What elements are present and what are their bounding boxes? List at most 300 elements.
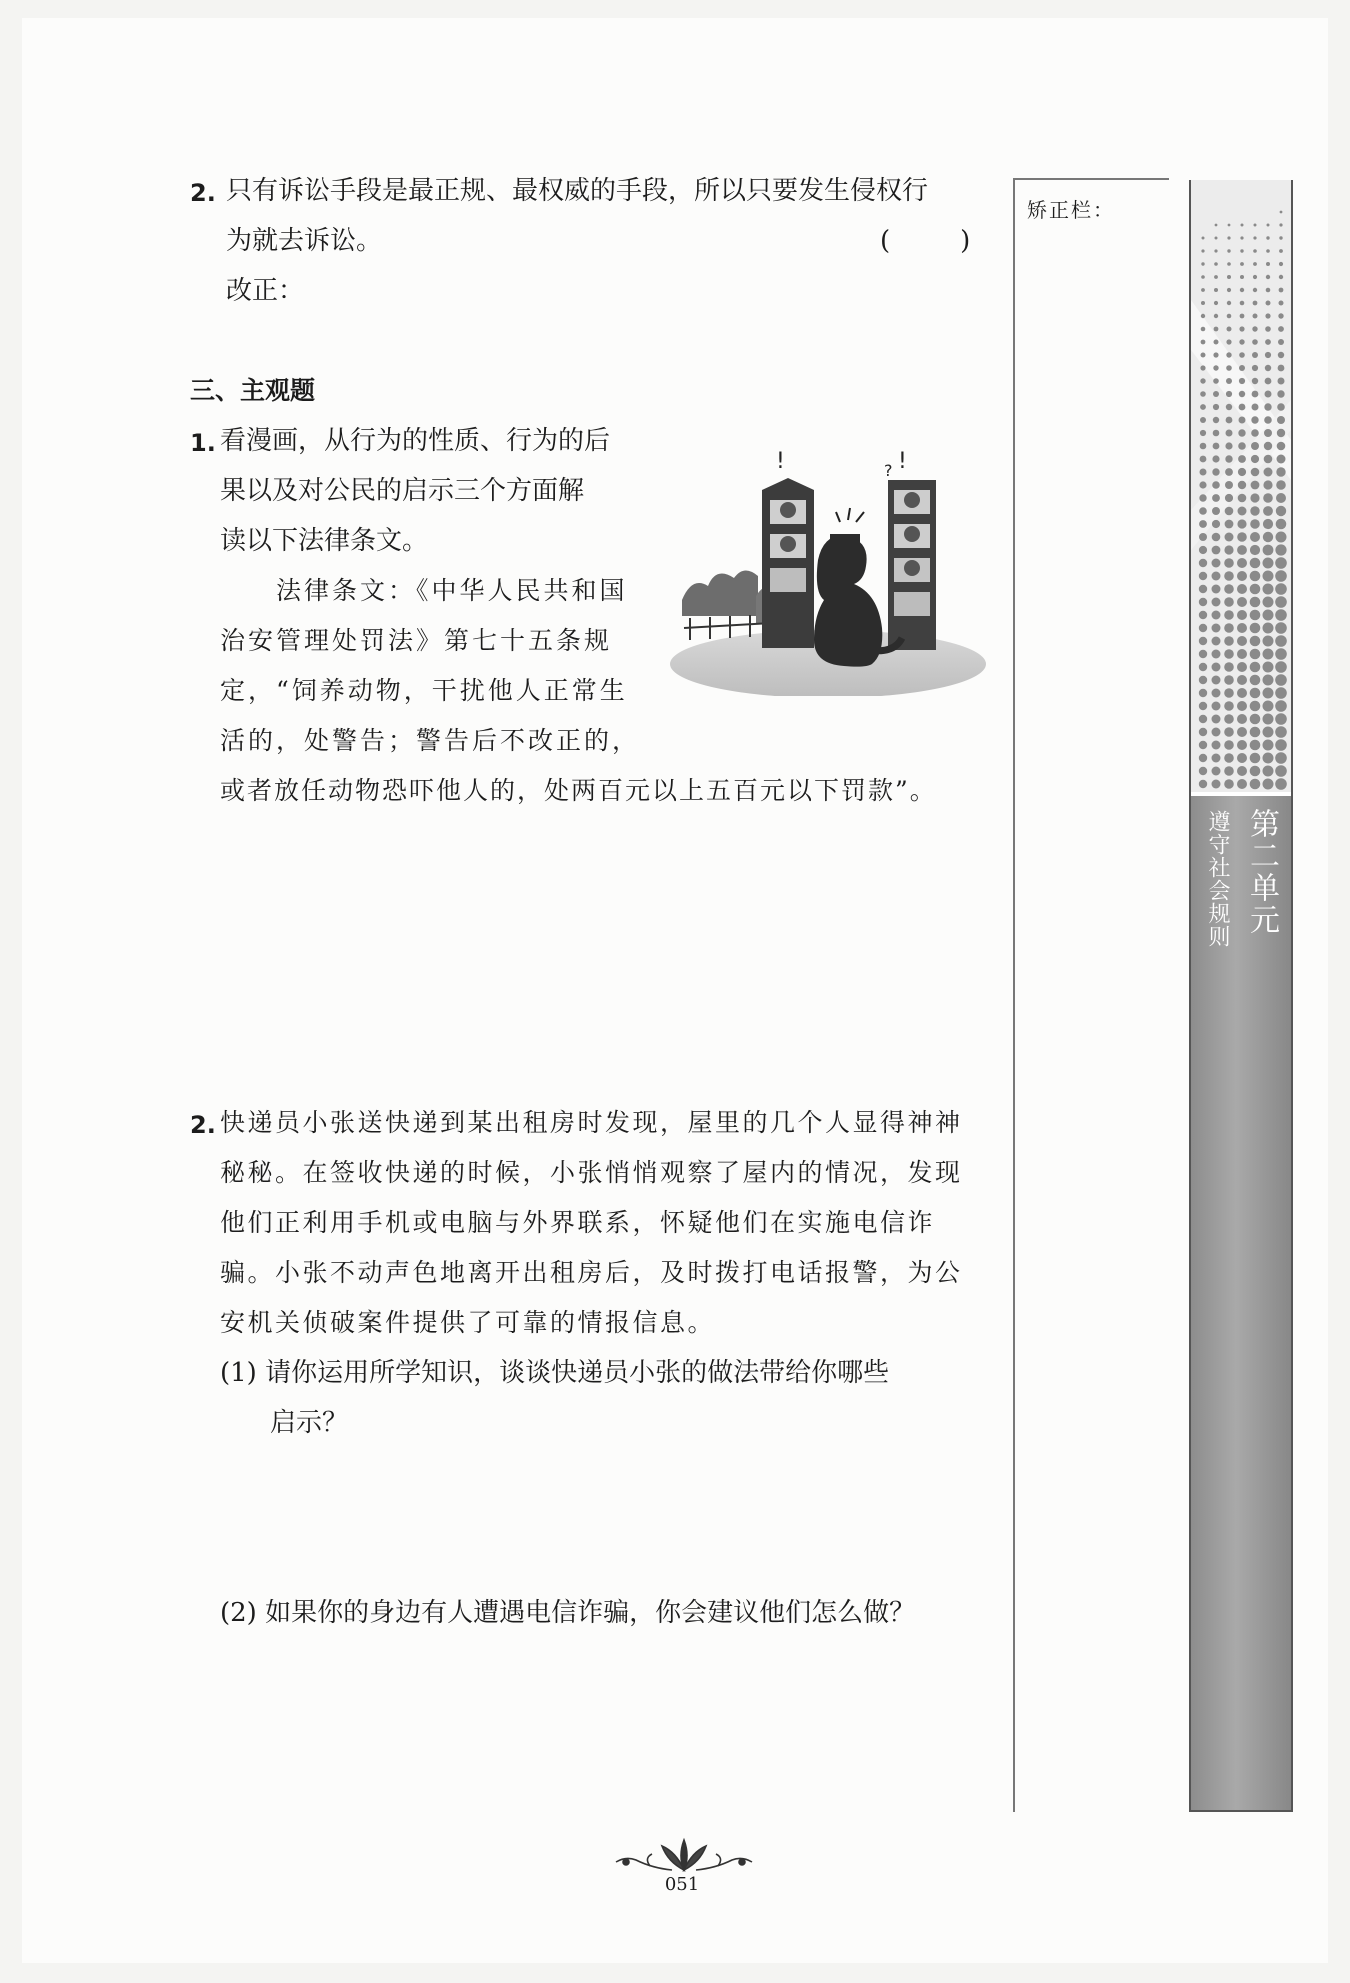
question-text-line: 果以及对公民的启示三个方面解 — [220, 476, 585, 506]
halftone-dot — [1212, 728, 1221, 737]
halftone-dot — [1224, 623, 1234, 633]
halftone-dot — [1263, 623, 1274, 634]
halftone-dot — [1212, 507, 1220, 515]
halftone-dot — [1201, 301, 1205, 305]
halftone-dot — [1278, 378, 1285, 385]
halftone-dot — [1238, 455, 1246, 463]
halftone-dot — [1199, 611, 1207, 619]
halftone-dot — [1276, 506, 1286, 516]
halftone-dot — [1214, 249, 1217, 252]
halftone-dot — [1199, 494, 1206, 501]
halftone-dot — [1253, 236, 1256, 239]
halftone-dot — [1275, 752, 1287, 764]
halftone-dot — [1212, 559, 1221, 568]
halftone-dot — [1276, 519, 1287, 530]
halftone-dot — [1276, 480, 1286, 490]
halftone-dot — [1226, 404, 1232, 410]
halftone-dot — [1226, 378, 1232, 384]
halftone-dot — [1263, 675, 1274, 686]
halftone-dot — [1226, 339, 1231, 344]
halftone-dot — [1275, 570, 1287, 582]
section-heading: 三、主观题 — [190, 376, 316, 405]
halftone-dot — [1240, 262, 1244, 266]
halftone-dot — [1252, 326, 1257, 331]
question-number: 2. — [190, 179, 216, 207]
halftone-dot — [1201, 262, 1204, 265]
answer-bracket[interactable]: ( ) — [880, 226, 977, 256]
halftone-dot — [1237, 610, 1247, 620]
halftone-dot — [1241, 224, 1244, 227]
question-text-line: 安机关侦破案件提供了可靠的情报信息。 — [220, 1308, 716, 1337]
halftone-dot — [1237, 701, 1247, 711]
correction-label: 矫正栏： — [1027, 198, 1115, 222]
halftone-dot — [1279, 275, 1283, 279]
halftone-dot — [1212, 455, 1219, 462]
halftone-dot — [1224, 701, 1234, 711]
halftone-dot — [1212, 520, 1220, 528]
halftone-dot — [1199, 650, 1207, 658]
halftone-dot — [1224, 727, 1234, 737]
halftone-dot — [1263, 779, 1274, 790]
halftone-dot — [1200, 365, 1205, 370]
halftone-dot — [1199, 520, 1207, 528]
halftone-dot — [1253, 301, 1258, 306]
halftone-dot — [1199, 598, 1207, 606]
halftone-dot — [1224, 649, 1234, 659]
halftone-dot — [1201, 275, 1205, 279]
halftone-dot — [1239, 378, 1245, 384]
halftone-dot — [1227, 327, 1232, 332]
halftone-dot — [1275, 713, 1287, 725]
halftone-dot — [1250, 506, 1259, 515]
halftone-dot — [1250, 623, 1261, 634]
halftone-dot — [1224, 675, 1234, 685]
halftone-dot — [1250, 532, 1260, 542]
halftone-dot — [1199, 676, 1207, 684]
halftone-dot — [1253, 314, 1258, 319]
halftone-dot — [1215, 237, 1218, 240]
halftone-dot — [1237, 662, 1247, 672]
halftone-dot — [1212, 624, 1221, 633]
halftone-dot — [1212, 754, 1221, 763]
law-text-line: 或者放任动物恐吓他人的，处两百元以上五百元以下罚款”。 — [220, 776, 937, 805]
halftone-dot — [1239, 365, 1245, 371]
halftone-dot — [1275, 583, 1287, 595]
law-text-line: 活的，处警告；警告后不改正的， — [220, 726, 641, 755]
halftone-dot — [1275, 778, 1287, 790]
halftone-dot — [1250, 649, 1261, 660]
halftone-dot — [1199, 585, 1207, 593]
halftone-dot — [1279, 236, 1282, 239]
halftone-dot — [1237, 753, 1247, 763]
halftone-dot — [1275, 622, 1287, 634]
halftone-dot — [1201, 353, 1206, 358]
halftone-dot — [1263, 766, 1274, 777]
halftone-dot — [1226, 365, 1232, 371]
halftone-dot — [1251, 468, 1260, 477]
halftone-dot — [1227, 301, 1231, 305]
halftone-dot — [1225, 468, 1233, 476]
halftone-dot — [1253, 288, 1257, 292]
halftone-dot — [1200, 443, 1207, 450]
halftone-dot — [1276, 493, 1286, 503]
halftone-dot — [1279, 249, 1283, 253]
halftone-dot — [1265, 313, 1270, 318]
halftone-dot — [1237, 545, 1247, 555]
halftone-dot — [1237, 519, 1246, 528]
halftone-dot — [1263, 649, 1274, 660]
halftone-dot — [1212, 468, 1219, 475]
halftone-dot — [1201, 340, 1206, 345]
halftone-dot — [1226, 430, 1233, 437]
halftone-dot — [1263, 493, 1273, 503]
halftone-dot — [1212, 481, 1220, 489]
halftone-dot — [1278, 339, 1284, 345]
halftone-dot — [1275, 544, 1286, 555]
halftone-dot — [1275, 700, 1287, 712]
halftone-dot — [1213, 430, 1220, 437]
halftone-dot — [1253, 275, 1257, 279]
correction-column[interactable] — [1013, 178, 1169, 1812]
halftone-dot — [1250, 519, 1260, 529]
halftone-dot — [1275, 661, 1287, 673]
halftone-dot — [1224, 571, 1234, 581]
halftone-dot — [1238, 442, 1246, 450]
halftone-dot — [1199, 754, 1207, 762]
halftone-dot — [1250, 688, 1261, 699]
halftone-dot — [1251, 442, 1259, 450]
halftone-dot — [1212, 702, 1221, 711]
halftone-dot — [1238, 481, 1246, 489]
halftone-dot — [1239, 417, 1246, 424]
question-text-line: 他们正利用手机或电脑与外界联系，怀疑他们在实施电信诈 — [220, 1208, 936, 1237]
halftone-dot — [1277, 455, 1286, 464]
question-text-line: 看漫画，从行为的性质、行为的后 — [220, 426, 611, 456]
halftone-dot — [1263, 610, 1274, 621]
halftone-dot — [1278, 326, 1284, 332]
halftone-dot — [1264, 416, 1272, 424]
halftone-dot — [1253, 249, 1257, 253]
halftone-dot — [1263, 584, 1274, 595]
halftone-dot — [1199, 507, 1207, 515]
halftone-dot — [1213, 352, 1218, 357]
halftone-dot — [1199, 663, 1207, 671]
halftone-dot — [1277, 429, 1285, 437]
halftone-dot — [1240, 301, 1245, 306]
halftone-dot — [1265, 352, 1271, 358]
halftone-dot — [1237, 727, 1247, 737]
question-text-line: 快递员小张送快递到某出租房时发现，屋里的几个人显得神神 — [220, 1108, 963, 1137]
halftone-dot — [1212, 572, 1221, 581]
halftone-dot — [1199, 624, 1207, 632]
halftone-dot — [1199, 702, 1207, 710]
halftone-dot — [1212, 741, 1221, 750]
halftone-dot — [1212, 689, 1221, 698]
halftone-dot — [1266, 275, 1270, 279]
halftone-dot — [1237, 649, 1247, 659]
halftone-dot — [1238, 494, 1247, 503]
halftone-dot — [1275, 557, 1287, 569]
halftone-dot — [1227, 262, 1231, 266]
halftone-dot — [1252, 339, 1258, 345]
question-text-line: 为就去诉讼。 — [226, 226, 383, 256]
halftone-dot — [1263, 480, 1272, 489]
cartoon-dog-barking-illustration — [670, 450, 986, 696]
halftone-dot — [1250, 766, 1261, 777]
unit-subtitle: 遵守社会规则 — [1205, 810, 1230, 948]
workbook-page — [22, 18, 1328, 1963]
halftone-dot — [1212, 494, 1220, 502]
halftone-dot — [1253, 262, 1257, 266]
halftone-dot — [1250, 558, 1261, 569]
halftone-dot — [1199, 572, 1207, 580]
halftone-dot — [1199, 546, 1207, 554]
halftone-dot — [1213, 378, 1219, 384]
halftone-dot — [1263, 597, 1274, 608]
halftone-dot — [1250, 675, 1261, 686]
halftone-dot — [1263, 753, 1274, 764]
halftone-dot — [1199, 767, 1207, 775]
halftone-dot — [1212, 780, 1221, 789]
halftone-dot — [1251, 455, 1259, 463]
halftone-dot — [1263, 714, 1274, 725]
halftone-dot — [1252, 365, 1258, 371]
halftone-dot — [1212, 676, 1221, 685]
halftone-dot — [1254, 224, 1257, 227]
sub-question: (1) 请你运用所学知识，谈谈快递员小张的做法带给你哪些 — [220, 1358, 890, 1388]
halftone-dot — [1237, 779, 1247, 789]
halftone-dot — [1263, 558, 1274, 569]
question-text-line: 骗。小张不动声色地离开出租房后，及时拨打电话报警，为公 — [220, 1258, 963, 1287]
halftone-dot — [1237, 532, 1247, 542]
halftone-dot — [1280, 211, 1283, 214]
halftone-dot — [1214, 327, 1219, 332]
svg-text:?: ? — [884, 461, 893, 480]
halftone-dot — [1214, 340, 1219, 345]
halftone-dot — [1200, 391, 1206, 397]
halftone-dot — [1263, 727, 1274, 738]
halftone-dot — [1199, 481, 1206, 488]
halftone-dot — [1212, 637, 1221, 646]
halftone-dot — [1251, 416, 1258, 423]
halftone-dot — [1224, 558, 1234, 568]
halftone-dot — [1263, 545, 1274, 556]
halftone-dot — [1240, 288, 1244, 292]
unit-title: 第二单元 — [1244, 808, 1279, 936]
halftone-dot — [1240, 249, 1243, 252]
halftone-dot — [1227, 288, 1231, 292]
halftone-dot — [1252, 391, 1259, 398]
halftone-dot — [1199, 741, 1207, 749]
halftone-dot — [1225, 507, 1234, 516]
halftone-dot — [1199, 689, 1207, 697]
halftone-dot — [1275, 765, 1287, 777]
halftone-dot — [1224, 584, 1234, 594]
halftone-dot — [1275, 739, 1287, 751]
halftone-dot — [1239, 339, 1244, 344]
halftone-dot — [1212, 611, 1221, 620]
halftone-pattern — [1191, 180, 1291, 792]
halftone-dot — [1224, 688, 1234, 698]
halftone-dot — [1212, 663, 1221, 672]
law-text-line: 定，“饲养动物，干扰他人正常生 — [220, 676, 628, 705]
question-number: 2. — [190, 1111, 216, 1139]
halftone-dot — [1263, 662, 1274, 673]
halftone-dot — [1252, 404, 1259, 411]
halftone-dot — [1240, 314, 1245, 319]
halftone-dot — [1265, 339, 1271, 345]
halftone-dot — [1212, 715, 1221, 724]
halftone-dot — [1226, 391, 1232, 397]
halftone-dot — [1212, 598, 1221, 607]
halftone-dot — [1252, 378, 1258, 384]
halftone-dot — [1214, 301, 1218, 305]
halftone-dot — [1237, 740, 1247, 750]
halftone-dot — [1275, 687, 1287, 699]
halftone-dot — [1237, 636, 1247, 646]
halftone-dot — [1239, 352, 1245, 358]
halftone-dot — [1266, 249, 1270, 253]
halftone-dot — [1250, 636, 1261, 647]
halftone-dot — [1263, 571, 1274, 582]
halftone-dot — [1239, 404, 1246, 411]
halftone-dot — [1263, 636, 1274, 647]
halftone-dot — [1224, 766, 1234, 776]
correction-prompt: 改正： — [226, 276, 305, 306]
page-number: 051 — [664, 1874, 700, 1895]
halftone-dot — [1200, 417, 1206, 423]
halftone-dot — [1225, 533, 1234, 542]
sub-question: (2) 如果你的身边有人遭遇电信诈骗，你会建议他们怎么做？ — [220, 1598, 916, 1628]
halftone-dot — [1227, 314, 1232, 319]
halftone-dot — [1265, 326, 1271, 332]
halftone-dot — [1225, 442, 1232, 449]
halftone-dot — [1275, 648, 1287, 660]
halftone-dot — [1277, 390, 1284, 397]
halftone-dot — [1226, 352, 1231, 357]
halftone-dot — [1200, 456, 1207, 463]
halftone-dot — [1212, 767, 1221, 776]
halftone-dot — [1224, 597, 1234, 607]
halftone-dot — [1275, 596, 1287, 608]
unit-side-strip — [1189, 180, 1293, 1812]
question-text-line: 读以下法律条文。 — [220, 526, 429, 556]
halftone-dot — [1237, 571, 1247, 581]
halftone-dot — [1263, 701, 1274, 712]
halftone-dot — [1237, 558, 1247, 568]
halftone-dot — [1250, 727, 1261, 738]
halftone-dot — [1278, 365, 1285, 372]
halftone-dot — [1263, 532, 1273, 542]
halftone-dot — [1279, 262, 1283, 266]
halftone-dot — [1200, 430, 1206, 436]
halftone-dot — [1213, 443, 1220, 450]
halftone-dot — [1266, 236, 1269, 239]
halftone-dot — [1265, 391, 1272, 398]
halftone-dot — [1250, 753, 1261, 764]
question-text-line: 秘秘。在签收快递的时候，小张悄悄观察了屋内的情况，发现 — [220, 1158, 963, 1187]
law-text-line: 治安管理处罚法》第七十五条规 — [220, 626, 613, 655]
question-number: 1. — [190, 429, 216, 457]
halftone-dot — [1228, 224, 1231, 227]
halftone-dot — [1264, 403, 1271, 410]
halftone-dot — [1224, 662, 1234, 672]
svg-text:!: ! — [898, 450, 907, 474]
halftone-dot — [1251, 481, 1260, 490]
halftone-dot — [1199, 728, 1207, 736]
halftone-dot — [1279, 288, 1284, 293]
floral-ornament-icon — [610, 1836, 758, 1876]
halftone-dot — [1264, 429, 1272, 437]
halftone-dot — [1227, 275, 1231, 279]
halftone-dot — [1250, 779, 1261, 790]
halftone-dot — [1251, 429, 1259, 437]
halftone-dot — [1201, 314, 1205, 318]
halftone-dot — [1227, 236, 1230, 239]
halftone-dot — [1214, 275, 1218, 279]
halftone-dot — [1263, 740, 1274, 751]
halftone-dot — [1275, 674, 1287, 686]
halftone-dot — [1238, 468, 1246, 476]
halftone-dot — [1237, 623, 1247, 633]
halftone-dot — [1252, 352, 1258, 358]
halftone-dot — [1277, 416, 1285, 424]
halftone-dot — [1263, 519, 1273, 529]
halftone-dot — [1214, 314, 1218, 318]
halftone-dot — [1237, 688, 1247, 698]
halftone-dot — [1265, 378, 1272, 385]
halftone-dot — [1275, 609, 1287, 621]
halftone-dot — [1239, 391, 1245, 397]
halftone-dot — [1250, 597, 1261, 608]
svg-text:!: ! — [776, 450, 785, 474]
halftone-dot — [1240, 275, 1244, 279]
strip-divider — [1191, 792, 1291, 796]
halftone-dot — [1263, 506, 1273, 516]
halftone-dot — [1264, 468, 1273, 477]
halftone-dot — [1250, 545, 1260, 555]
halftone-dot — [1226, 417, 1233, 424]
halftone-dot — [1279, 223, 1282, 226]
halftone-dot — [1200, 378, 1205, 383]
halftone-dot — [1278, 313, 1283, 318]
halftone-dot — [1225, 494, 1233, 502]
halftone-dot — [1225, 481, 1233, 489]
halftone-dot — [1240, 236, 1243, 239]
halftone-dot — [1265, 365, 1271, 371]
halftone-dot — [1224, 610, 1234, 620]
halftone-dot — [1276, 532, 1287, 543]
halftone-dot — [1277, 442, 1286, 451]
halftone-dot — [1277, 403, 1285, 411]
halftone-dot — [1224, 740, 1234, 750]
halftone-dot — [1225, 520, 1234, 529]
halftone-dot — [1227, 249, 1230, 252]
sub-question: 启示？ — [270, 1408, 349, 1438]
halftone-dot — [1213, 365, 1218, 370]
halftone-dot — [1264, 442, 1272, 450]
halftone-dot — [1199, 780, 1207, 788]
halftone-dot — [1213, 404, 1219, 410]
halftone-dot — [1212, 650, 1221, 659]
halftone-dot — [1237, 766, 1247, 776]
halftone-dot — [1250, 701, 1261, 712]
halftone-dot — [1214, 288, 1218, 292]
halftone-dot — [1266, 262, 1270, 266]
halftone-dot — [1266, 288, 1271, 293]
halftone-dot — [1267, 224, 1270, 227]
halftone-dot — [1213, 391, 1219, 397]
